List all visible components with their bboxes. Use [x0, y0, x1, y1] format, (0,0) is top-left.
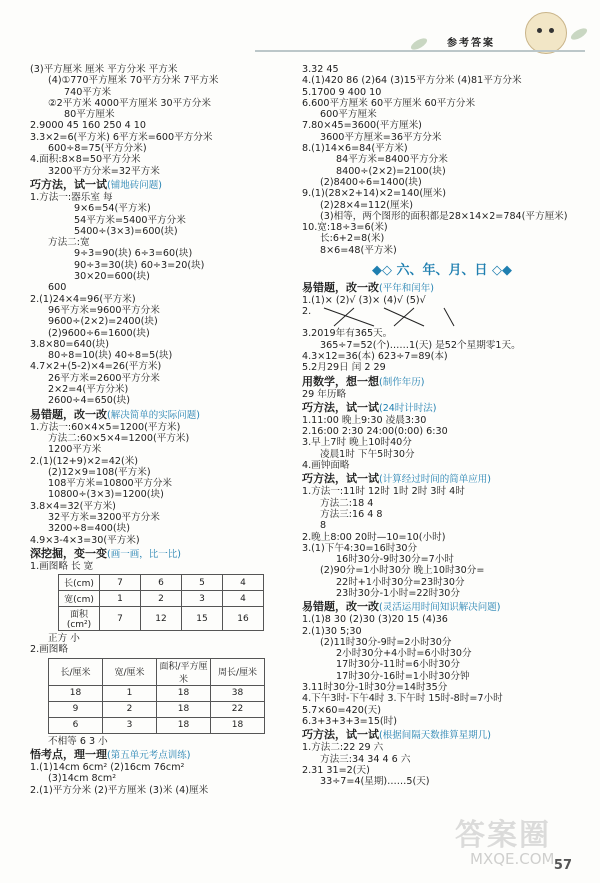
rectangle-table [48, 658, 265, 734]
answer-line: 8×6=48(平方米) [320, 244, 397, 256]
diamond-icon: ◆◇ [371, 263, 392, 279]
section-heading: 巧方法，试一试(24时计时法) [302, 400, 437, 414]
answer-line: 17时30分-16时=1小时30分钟 [336, 670, 470, 682]
answer-line: 8400÷(2×2)=2100(块) [336, 165, 446, 177]
table-cell: 1 [103, 685, 157, 701]
answer-line: 2.31 31=2(天) [302, 764, 370, 776]
table-row [49, 717, 265, 733]
table-header-cell: 面积/平方厘米 [157, 658, 211, 685]
answer-line: 32平方米=3200平方分米 [48, 511, 160, 523]
table-header-cell: 宽/厘米 [103, 658, 157, 685]
answer-line: 1200平方米 [48, 444, 102, 456]
section-heading: 巧方法，试一试(根据间隔天数推算星期几) [302, 728, 491, 742]
section-heading: 易错题，改一改(解决简单的实际问题) [30, 407, 200, 421]
answer-line: (4)①770平方厘米 70平方分米 7平方米 [48, 75, 219, 87]
answer-line: 1.方法二:22 29 六 [302, 742, 384, 754]
answer-line: (2)9600÷6=1600(块) [48, 327, 150, 339]
answer-line: 2.(1)24×4=96(平方米) [30, 293, 136, 305]
table-header-cell: 周长/厘米 [211, 658, 265, 685]
section-heading: 用数学，想一想(制作年历) [302, 374, 425, 388]
answer-line: 方法二:60×5×4=1200(平方米) [48, 432, 190, 444]
table-cell: 18 [49, 685, 103, 701]
table-cell: 7 [100, 607, 141, 631]
diamond-icon: ◇◆ [492, 263, 513, 279]
answer-line: 16时30分-9时30分=7小时 [336, 554, 454, 566]
answer-line: 108平方米=10800平方分米 [48, 478, 173, 490]
answer-line: (3)14cm 8cm² [48, 773, 117, 785]
table-cell: 3 [182, 591, 223, 607]
table-cell: 9 [49, 701, 103, 717]
answer-line: 凌晨1时 下午5时30分 [320, 448, 415, 460]
answer-line: 9×6=54(平方米) [74, 203, 151, 215]
answer-line: 2. [302, 306, 312, 318]
table-row [49, 701, 265, 717]
answer-line: 10800÷(3×3)=1200(块) [48, 489, 164, 501]
answer-line: 4.下午3时-下午4时 3.下午时 15时-8时=7小时 [302, 693, 503, 705]
header-title: 参考答案 [447, 38, 495, 49]
answer-line: 80÷8=10(块) 40÷8=5(块) [48, 350, 173, 362]
answer-line: 4.画钟面略 [302, 460, 350, 472]
table-cell: 2 [141, 591, 182, 607]
table-row [59, 591, 264, 607]
answer-line: 4.面积:8×8=50平方分米 [30, 154, 141, 166]
answer-line: 54平方米=5400平方分米 [74, 214, 186, 226]
answer-line: ②2平方米 4000平方厘米 30平方分米 [48, 97, 211, 109]
answer-line: 1.方法一:11时 12时 1时 2时 3时 4时 [302, 486, 465, 498]
section-heading: 巧方法，试一试(铺地砖问题) [30, 177, 162, 191]
page-number: 57 [553, 858, 572, 873]
answer-line: 4.7×2+(5-2)×4=26(平方米) [30, 361, 162, 373]
table-header-cell: 长/厘米 [49, 658, 103, 685]
answer-line: 2.晚上8:00 20时—10=10(小时) [302, 531, 446, 543]
answer-line: 1.(1)14cm 6cm² (2)16cm 76cm² [30, 762, 185, 774]
right-column [302, 64, 582, 787]
answer-line: 600平方厘米 [320, 109, 377, 121]
answer-line: (3)平方厘米 厘米 平方分米 平方米 [30, 64, 178, 75]
answer-line: 1.(1)8 30 (2)30 (3)20 15 (4)36 [302, 614, 448, 626]
answer-line: 3.早上7时 晚上10时40分 [302, 437, 412, 449]
answer-line: 30×20=600(块) [74, 271, 150, 283]
answer-line: 1.方法一:60×4×5=1200(平方米) [30, 421, 181, 433]
answer-line: 3.8×80=640(块) [30, 338, 109, 350]
table-cell: 长(cm) [59, 575, 100, 591]
answer-line: 2.(1)30 5;30 [302, 625, 362, 637]
answer-line: 长:6+2=8(米) [320, 233, 385, 245]
answer-line: 3.(1)下午4:30=16时30分 [302, 542, 418, 554]
table-row [59, 575, 264, 591]
answer-line: 2600÷4=650(块) [48, 395, 130, 407]
table-cell: 5 [182, 575, 223, 591]
answer-line: 4.3×12=36(本) 623÷7=89(本) [302, 350, 448, 362]
answer-line: (3)相等，两个图形的面积都是28×14×2=784(平方厘米) [320, 210, 568, 222]
watermark-logo: 答案圈 [455, 818, 551, 853]
answer-line: 1.(1)× (2)√ (3)× (4)√ (5)√ [302, 295, 426, 307]
section-heading: 易错题，改一改(灵活运用时间知识解决问题) [302, 600, 501, 614]
answer-line: 80平方厘米 [64, 109, 115, 121]
header-divider [255, 50, 585, 52]
answer-line: 3.3×2=6(平方米) 6平方米=600平方分米 [30, 131, 213, 143]
answer-line: 2×2=4(平方分米) [48, 384, 129, 396]
table-cell: 18 [157, 717, 211, 733]
answer-line: 2小时30分+4小时=6小时30分 [336, 648, 472, 660]
section-heading: 易错题，改一改(平年和闰年) [302, 281, 434, 295]
answer-line: 23时30分-1小时=22时30分 [336, 587, 460, 599]
answer-line: 2.16:00 2:30 24:00(0:00) 6:30 [302, 426, 448, 438]
answer-line: 84平方米=8400平方分米 [336, 154, 448, 166]
answer-line: 29 年历略 [302, 388, 347, 400]
table-cell: 面积(cm²) [59, 607, 100, 631]
section-heading: 深挖掘，变一变(画一画，比一比) [30, 546, 181, 560]
answer-line: 3200平方分米=32平方米 [48, 165, 160, 177]
answer-line: (2)90分=1小时30分 晚上10时30分= [320, 565, 485, 577]
matching-lines-diagram [314, 306, 474, 328]
table-cell: 4 [223, 591, 264, 607]
answer-line: (2)12×9=108(平方米) [48, 466, 151, 478]
answer-line: 2.(1)平方分米 (2)平方厘米 (3)米 (4)厘米 [30, 784, 209, 796]
answer-line: 10.宽:18÷3=6(米) [302, 222, 388, 234]
table-cell: 18 [157, 685, 211, 701]
answer-line: 17时30分-11时=6小时30分 [336, 659, 460, 671]
answer-line: 600÷8=75(平方分米) [48, 143, 147, 155]
answer-line: 5.2月29日 闰 2 29 [302, 362, 386, 374]
answer-line: 4.9×3-4×3=30(平方米) [30, 534, 140, 546]
answer-line: 方法二:18 4 [320, 497, 374, 509]
answer-line: 365÷7=52(个)……1(天) 是52个星期零1天。 [320, 339, 521, 351]
answer-line: 5.7×60=420(天) [302, 704, 381, 716]
answer-line: 不相等 6 3 小 [48, 735, 108, 747]
table-cell: 16 [223, 607, 264, 631]
table-row [59, 607, 264, 631]
table-cell: 3 [103, 717, 157, 733]
answer-line: 1.11:00 晚上9:30 凌晨3:30 [302, 414, 427, 426]
table-cell: 2 [103, 701, 157, 717]
table-cell: 宽(cm) [59, 591, 100, 607]
answer-line: 1.画图略 长 宽 [30, 560, 94, 572]
answer-line: 3200÷8=400(块) [48, 523, 130, 535]
answer-line: 7.80×45=3600(平方厘米) [302, 120, 422, 132]
answer-line: 33÷7=4(星期)……5(天) [320, 776, 430, 788]
answer-line: (2)8400÷6=1400(块) [320, 176, 422, 188]
answer-line: 4.(1)420 86 (2)64 (3)15平方分米 (4)81平方分米 [302, 75, 522, 87]
table-cell: 6 [49, 717, 103, 733]
answer-line: 740平方米 [64, 86, 112, 98]
answer-line: 22时+1小时30分=23时30分 [336, 576, 465, 588]
left-column [30, 64, 292, 796]
answer-line: (2)28×4=112(厘米) [320, 199, 413, 211]
table-cell: 4 [223, 575, 264, 591]
answer-line: 2.9000 45 160 250 4 10 [30, 120, 146, 132]
table-cell: 12 [141, 607, 182, 631]
answer-line: 26平方米=2600平方分米 [48, 372, 160, 384]
table-cell: 18 [157, 701, 211, 717]
answer-line: 9.(1)(28×2+14)×2=140(厘米) [302, 188, 446, 200]
answer-line: (2)11时30分-9时=2小时30分 [320, 636, 452, 648]
answer-line: 2.(1)(12+9)×2=42(米) [30, 455, 139, 467]
answer-line: 1.方法一:器乐室 每 [30, 191, 113, 203]
answer-line: 5400÷(3×3)=600(块) [74, 225, 178, 237]
watermark-url: MXQE.COM [470, 850, 555, 868]
answer-line: 3.8×4=32(平方米) [30, 500, 116, 512]
table-cell: 6 [141, 575, 182, 591]
page-header [0, 0, 600, 60]
table-cell: 15 [182, 607, 223, 631]
answer-line: 8.(1)14×6=84(平方米) [302, 143, 408, 155]
answer-line: 96平方米=9600平方分米 [48, 304, 160, 316]
answer-line: 3.32 45 [302, 64, 339, 75]
answer-line: 3.2019年有365天。 [302, 328, 393, 340]
answer-line: 正方 小 [48, 633, 80, 645]
table-header-row [49, 658, 265, 685]
answer-line: 8 [320, 520, 327, 532]
answer-line: 600 [48, 282, 67, 294]
dimension-table [58, 574, 264, 631]
table-cell: 18 [211, 717, 265, 733]
mascot-icon [525, 12, 567, 54]
answer-line: 90÷3=30(块) 60÷3=20(块) [74, 259, 205, 271]
table-cell: 38 [211, 685, 265, 701]
answer-line: 3.11时30分-1时30分=14时35分 [302, 682, 448, 694]
answer-line: 2.画图略 [30, 644, 68, 656]
answer-line: 9600÷(2×2)=2400(块) [48, 316, 158, 328]
table-cell: 22 [211, 701, 265, 717]
section-heading: 悟考点，理一理(第五单元考点训练) [30, 748, 191, 762]
answer-line: 9÷3=90(块) 6÷3=60(块) [74, 248, 193, 260]
table-row [49, 685, 265, 701]
table-cell: 7 [100, 575, 141, 591]
matching-diagram [302, 306, 582, 328]
answer-line: 6.3+3+3+3=15(时) [302, 715, 398, 727]
answer-line: 6.600平方厘米 60平方厘米 60平方分米 [302, 97, 476, 109]
answer-line: 方法三:16 4 8 [320, 508, 383, 520]
answer-line: 5.1700 9 400 10 [302, 86, 382, 98]
answer-line: 方法三:34 34 4 6 六 [320, 753, 411, 765]
answer-line: 方法二:宽 [48, 237, 90, 249]
unit-title: ◆◇ 六、年、月、日 ◇◆ [371, 263, 513, 279]
leaf-decoration [569, 26, 589, 42]
answer-line: 3600平方厘米=36平方分米 [320, 131, 442, 143]
section-heading: 巧方法，试一试(计算经过时间的简单应用) [302, 472, 491, 486]
table-cell: 1 [100, 591, 141, 607]
